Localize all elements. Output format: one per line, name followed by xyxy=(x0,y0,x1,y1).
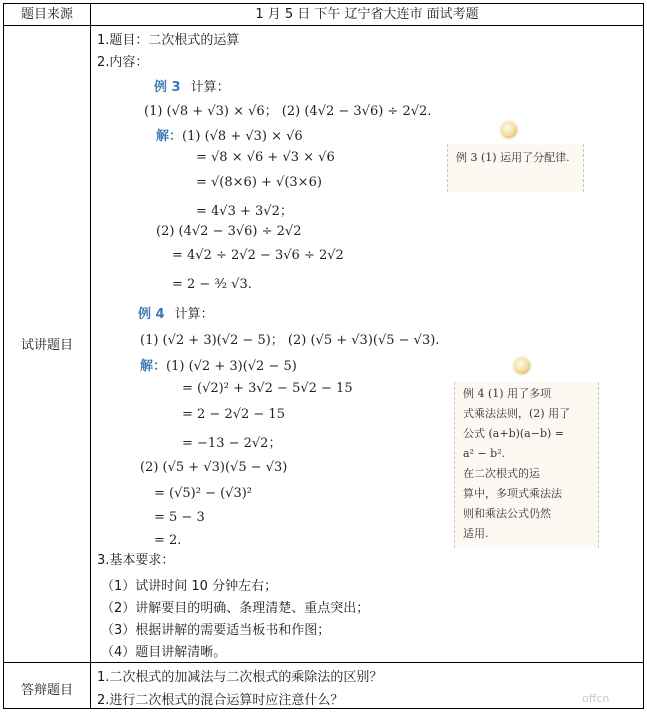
note-line: 算中，多项式乘法法 xyxy=(463,487,562,500)
example3-step: = √(8×6) + √(3×6) xyxy=(196,175,322,190)
lightbulb-icon xyxy=(514,358,530,374)
row-divider xyxy=(4,662,643,663)
exam-table xyxy=(3,3,644,709)
example3-step xyxy=(156,125,303,144)
note-line: 则和乘法公式仍然 xyxy=(463,507,551,520)
example3-heading: 计算： xyxy=(190,80,230,95)
note-line: a² − b². xyxy=(463,447,506,460)
watermark: offcn xyxy=(582,692,610,705)
example4-step xyxy=(140,355,297,374)
example4-step: = 5 − 3 xyxy=(154,510,205,525)
requirements-title: 3.基本要求： xyxy=(97,553,175,568)
example4-step: (2) (√5 + √3)(√5 − √3) xyxy=(140,460,288,475)
example4-step: = 2. xyxy=(154,533,182,548)
example3-step-text: (1) (√8 + √3) × √6 xyxy=(182,129,303,144)
example3-step: = 4√3 + 3√2； xyxy=(196,204,293,219)
row-divider xyxy=(4,25,643,26)
lightbulb-icon xyxy=(501,122,517,138)
defense-label: 答辩题目 xyxy=(20,683,73,698)
example3-note: 例 3 (1) 运用了分配律. xyxy=(447,144,584,192)
example4-number: 例 4 xyxy=(138,307,165,322)
example4-heading: 计算： xyxy=(174,307,214,322)
example4-problem: (1) (√2 + 3)(√2 − 5)； (2) (√5 + √3)(√5 − √3). xyxy=(140,333,440,348)
example4-step: = 2 − 2√2 − 15 xyxy=(182,407,285,422)
solution-label: 解： xyxy=(156,129,183,144)
example3-step: (2) (4√2 − 3√6) ÷ 2√2 xyxy=(156,224,302,239)
example3-title xyxy=(154,76,230,95)
note-line: 适用. xyxy=(463,527,489,540)
example3-problem: (1) (√8 + √3) × √6； (2) (4√2 − 3√6) ÷ 2√2. xyxy=(144,104,432,119)
topic: 1.题目：二次根式的运算 xyxy=(97,33,240,48)
note-line: 公式 (a+b)(a−b) = xyxy=(463,427,565,440)
solution-label: 解： xyxy=(140,359,167,374)
example3-step: = √8 × √6 + √3 × √6 xyxy=(196,150,335,165)
note-line: 例 4 (1) 用了多项 xyxy=(463,387,552,400)
example4-step: = (√5)² − (√3)² xyxy=(154,486,253,501)
note-line: 在二次根式的运 xyxy=(463,467,540,480)
source-value: 1 月 5 日 下午 辽宁省大连市 面试考题 xyxy=(255,7,479,22)
requirement-item: （3）根据讲解的需要适当板书和作图； xyxy=(101,623,331,638)
example3-number: 例 3 xyxy=(154,80,181,95)
defense-question: 1.二次根式的加减法与二次根式的乘除法的区别？ xyxy=(97,670,383,685)
example4-title xyxy=(138,303,214,322)
example4-step: = −13 − 2√2； xyxy=(182,436,282,451)
example3-step: = 4√2 ÷ 2√2 − 3√6 ÷ 2√2 xyxy=(172,248,344,263)
content-label: 2.内容： xyxy=(97,55,149,70)
column-divider xyxy=(90,4,91,708)
lecture-label: 试讲题目 xyxy=(20,338,73,353)
example4-note xyxy=(454,382,599,548)
requirement-item: （4）题目讲解清晰。 xyxy=(101,645,227,660)
note-line: 式乘法法则，(2) 用了 xyxy=(463,407,571,420)
example4-step: = (√2)² + 3√2 − 5√2 − 15 xyxy=(182,381,353,396)
defense-question: 2.进行二次根式的混合运算时应注意什么？ xyxy=(97,693,344,708)
example3-step: = 2 − ³⁄₂ √3. xyxy=(172,277,252,292)
requirement-item: （1）试讲时间 10 分钟左右； xyxy=(101,579,278,594)
example4-step-text: (1) (√2 + 3)(√2 − 5) xyxy=(166,359,297,374)
requirement-item: （2）讲解要目的明确、条理清楚、重点突出； xyxy=(101,601,370,616)
source-label: 题目来源 xyxy=(20,7,73,22)
